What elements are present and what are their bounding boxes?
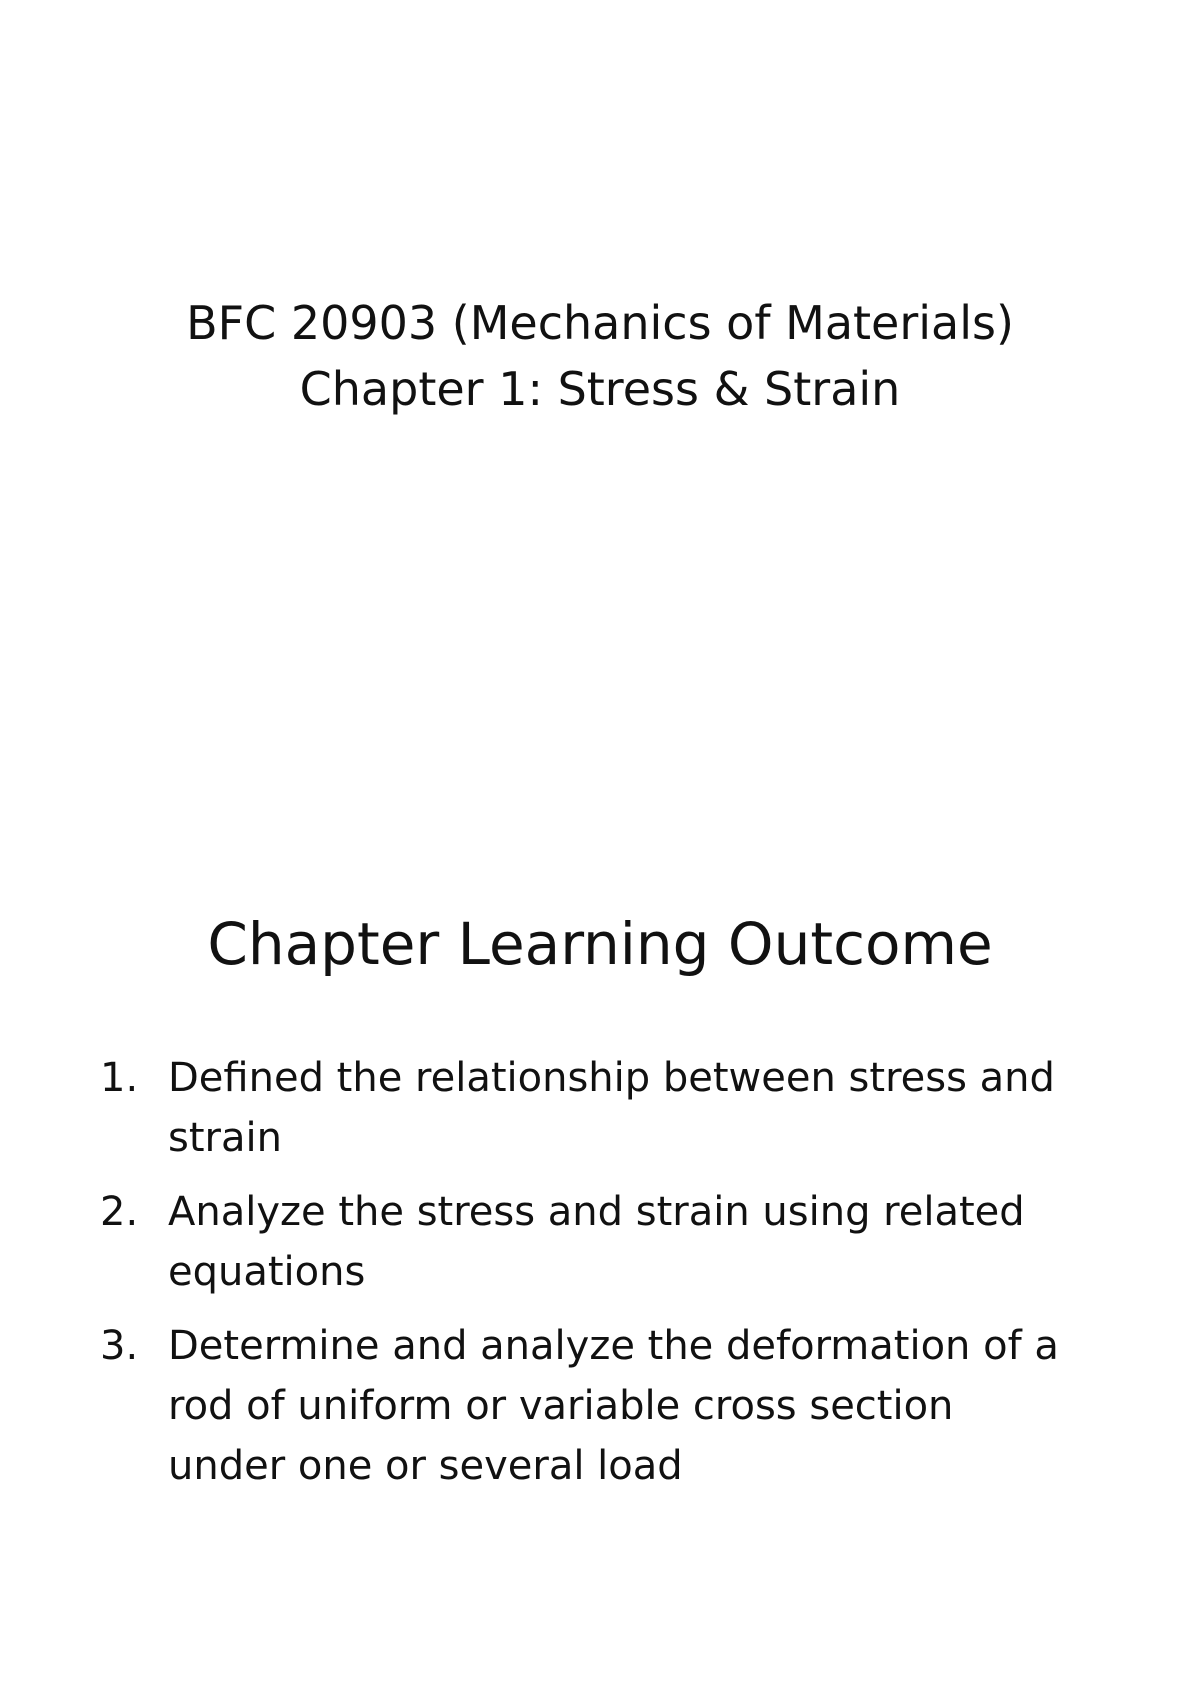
outcome-text: Determine and analyze the deformation of a rod of uniform or variable cross section under one or several load — [168, 1323, 1059, 1489]
outcome-number: 1. — [100, 1055, 139, 1101]
outcome-number: 2. — [100, 1189, 139, 1235]
outcome-list — [100, 1048, 1120, 1510]
outcome-item-1 — [100, 1048, 1120, 1168]
course-title: BFC 20903 (Mechanics of Materials) — [186, 296, 1014, 350]
outcome-text: Defined the relationship between stress and strain — [168, 1055, 1055, 1161]
outcome-text: Analyze the stress and strain using related equations — [168, 1189, 1025, 1295]
outcome-heading: Chapter Learning Outcome — [207, 910, 993, 978]
outcome-item-2 — [100, 1182, 1120, 1302]
outcome-item-3 — [100, 1316, 1120, 1496]
outcome-number: 3. — [100, 1323, 139, 1369]
title-block — [0, 290, 1200, 422]
learning-outcome-slide — [0, 848, 1200, 1696]
chapter-title: Chapter 1: Stress & Strain — [299, 362, 901, 416]
